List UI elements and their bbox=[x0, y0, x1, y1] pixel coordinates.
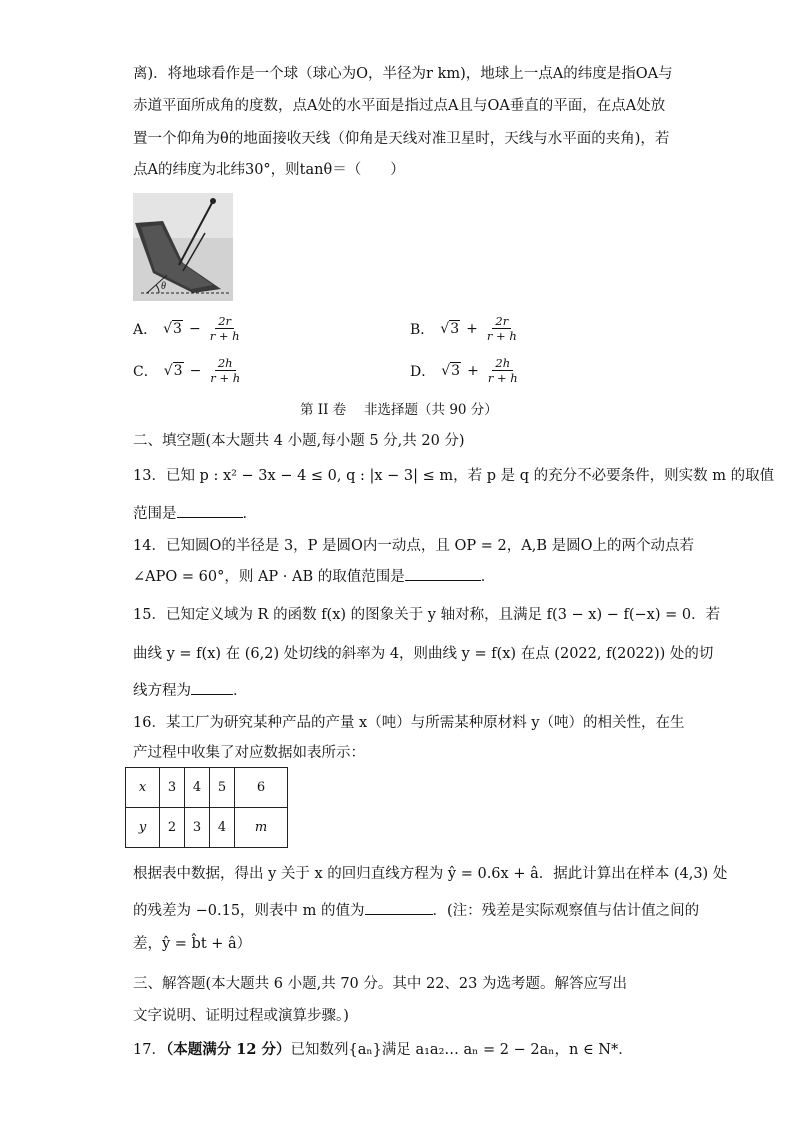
q17-line bbox=[133, 1040, 633, 1060]
data-table bbox=[125, 767, 288, 848]
q15-line-3: 线方程为 ． bbox=[133, 680, 248, 701]
q15-prompt: 线方程为 bbox=[133, 683, 191, 699]
operator: − bbox=[189, 362, 202, 379]
table-cell: 4 bbox=[185, 768, 210, 808]
table-cell: x bbox=[126, 768, 160, 808]
option-letter: B． bbox=[410, 321, 435, 338]
q17-number: 17． bbox=[133, 1042, 166, 1058]
denominator: r + h bbox=[210, 371, 241, 385]
operator: + bbox=[466, 320, 478, 337]
q16-line-5: 差，ŷ = b̂t + â） bbox=[133, 936, 252, 952]
q16-prompt: 的残差为 −0.15，则表中 m 的值为 bbox=[133, 903, 365, 919]
q14-line-2: ∠APO = 60°，则 AP · AB 的取值范围是 ． bbox=[133, 566, 495, 587]
numerator: 2r bbox=[492, 314, 511, 329]
q16-note: ．(注：残差是实际观察值与估计值之间的 bbox=[432, 903, 700, 919]
denominator: r + h bbox=[209, 329, 240, 343]
antenna-photo bbox=[133, 193, 233, 301]
intro-line-1: 离)．将地球看作是一个球（球心为O，半径为r km)，地球上一点A的纬度是指OA与 bbox=[133, 66, 673, 82]
radicand: 3 bbox=[173, 362, 183, 379]
q16-line-4 bbox=[133, 900, 699, 921]
q13-line-2: 范围是 ． bbox=[133, 503, 257, 524]
intro-line-4: 点A的纬度为北纬30°，则tanθ＝（ ） bbox=[133, 162, 405, 178]
theta-label: θ bbox=[161, 281, 166, 292]
table-row-x bbox=[126, 768, 288, 808]
table-cell: 6 bbox=[235, 768, 288, 808]
option-letter: C． bbox=[133, 363, 158, 380]
q15-answer-blank[interactable] bbox=[191, 680, 233, 695]
table-cell: 3 bbox=[185, 808, 210, 848]
option-b[interactable] bbox=[410, 314, 520, 343]
option-a[interactable] bbox=[133, 314, 243, 343]
intro-line-2: 赤道平面所成角的度数，点A处的水平面是指过点A且与OA垂直的平面，在点A处放 bbox=[133, 98, 666, 114]
part2-title: 第 II 卷 非选择题（共 90 分） bbox=[300, 402, 498, 418]
sqrt-expression: √3 bbox=[441, 362, 461, 379]
q17-text: 已知数列{aₙ}满足 a₁a₂… aₙ = 2 − 2aₙ，n ∈ N*． bbox=[290, 1042, 633, 1058]
table-cell: m bbox=[235, 808, 288, 848]
operator: + bbox=[467, 362, 479, 379]
section2-heading: 二、填空题(本大题共 4 小题,每小题 5 分,共 20 分) bbox=[133, 433, 465, 449]
option-c[interactable] bbox=[133, 356, 243, 385]
fraction bbox=[207, 314, 243, 343]
table-cell: 4 bbox=[210, 808, 235, 848]
denominator: r + h bbox=[486, 329, 517, 343]
table-cell: 5 bbox=[210, 768, 235, 808]
operator: − bbox=[188, 320, 201, 337]
q13-prompt: 范围是 bbox=[133, 506, 177, 522]
option-d[interactable] bbox=[410, 356, 521, 385]
q15-line-2: 曲线 y = f(x) 在 (6,2) 处切线的斜率为 4，则曲线 y = f(x) 在点 (2022, f(2022)) 处的切 bbox=[133, 646, 714, 662]
denominator: r + h bbox=[487, 371, 518, 385]
q16-line-3: 根据表中数据，得出 y 关于 x 的回归直线方程为 ŷ = 0.6x + â．据此计算出在样本 (4,3) 处 bbox=[133, 866, 728, 882]
antenna-illustration bbox=[133, 193, 233, 301]
section3-line-2: 文字说明、证明过程或演算步骤。) bbox=[133, 1008, 349, 1024]
q15-line-1: 15．已知定义域为 R 的函数 f(x) 的图象关于 y 轴对称，且满足 f(3 − x) − f(−x) = 0．若 bbox=[133, 607, 721, 623]
q17-score-tag: （本题满分 12 分） bbox=[165, 1041, 291, 1058]
sqrt-expression: √3 bbox=[163, 320, 182, 337]
fraction bbox=[207, 356, 243, 385]
q16-line-1: 16．某工厂为研究某种产品的产量 x（吨）与所需某种原材料 y（吨）的相关性，在生 bbox=[133, 715, 685, 731]
table-cell: 2 bbox=[160, 808, 185, 848]
option-letter: A． bbox=[133, 321, 158, 338]
q13-answer-blank[interactable] bbox=[177, 503, 243, 518]
radicand: 3 bbox=[450, 320, 460, 337]
intro-line-3: 置一个仰角为θ的地面接收天线（仰角是天线对准卫星时，天线与水平面的夹角)，若 bbox=[133, 131, 670, 147]
q16-answer-blank[interactable] bbox=[365, 900, 433, 915]
table-cell: y bbox=[126, 808, 160, 848]
numerator: 2r bbox=[215, 314, 234, 329]
numerator: 2h bbox=[492, 356, 513, 371]
radicand: 3 bbox=[451, 362, 461, 379]
section3-line-1: 三、解答题(本大题共 6 小题,共 70 分。其中 22、23 为选考题。解答应写出 bbox=[133, 976, 627, 992]
q14-prompt: ∠APO = 60°，则 AP · AB 的取值范围是 bbox=[133, 569, 405, 585]
q14-answer-blank[interactable] bbox=[405, 566, 481, 581]
q14-line-1: 14．已知圆O的半径是 3，P 是圆O内一动点，且 OP = 2，A,B 是圆O上的两个动点若 bbox=[133, 538, 695, 554]
table-row-y bbox=[126, 808, 288, 848]
table-cell: 3 bbox=[160, 768, 185, 808]
q16-line-2: 产过程中收集了对应数据如表所示： bbox=[133, 745, 365, 761]
radicand: 3 bbox=[173, 320, 182, 337]
option-letter: D． bbox=[410, 363, 436, 380]
q13-line-1: 13．已知 p : x² − 3x − 4 ≤ 0, q : |x − 3| ≤ m，若 p 是 q 的充分不必要条件，则实数 m 的取值 bbox=[133, 468, 775, 484]
numerator: 2h bbox=[215, 356, 236, 371]
fraction bbox=[485, 356, 521, 385]
sqrt-expression: √3 bbox=[163, 362, 183, 379]
sqrt-expression: √3 bbox=[440, 320, 460, 337]
fraction bbox=[484, 314, 520, 343]
